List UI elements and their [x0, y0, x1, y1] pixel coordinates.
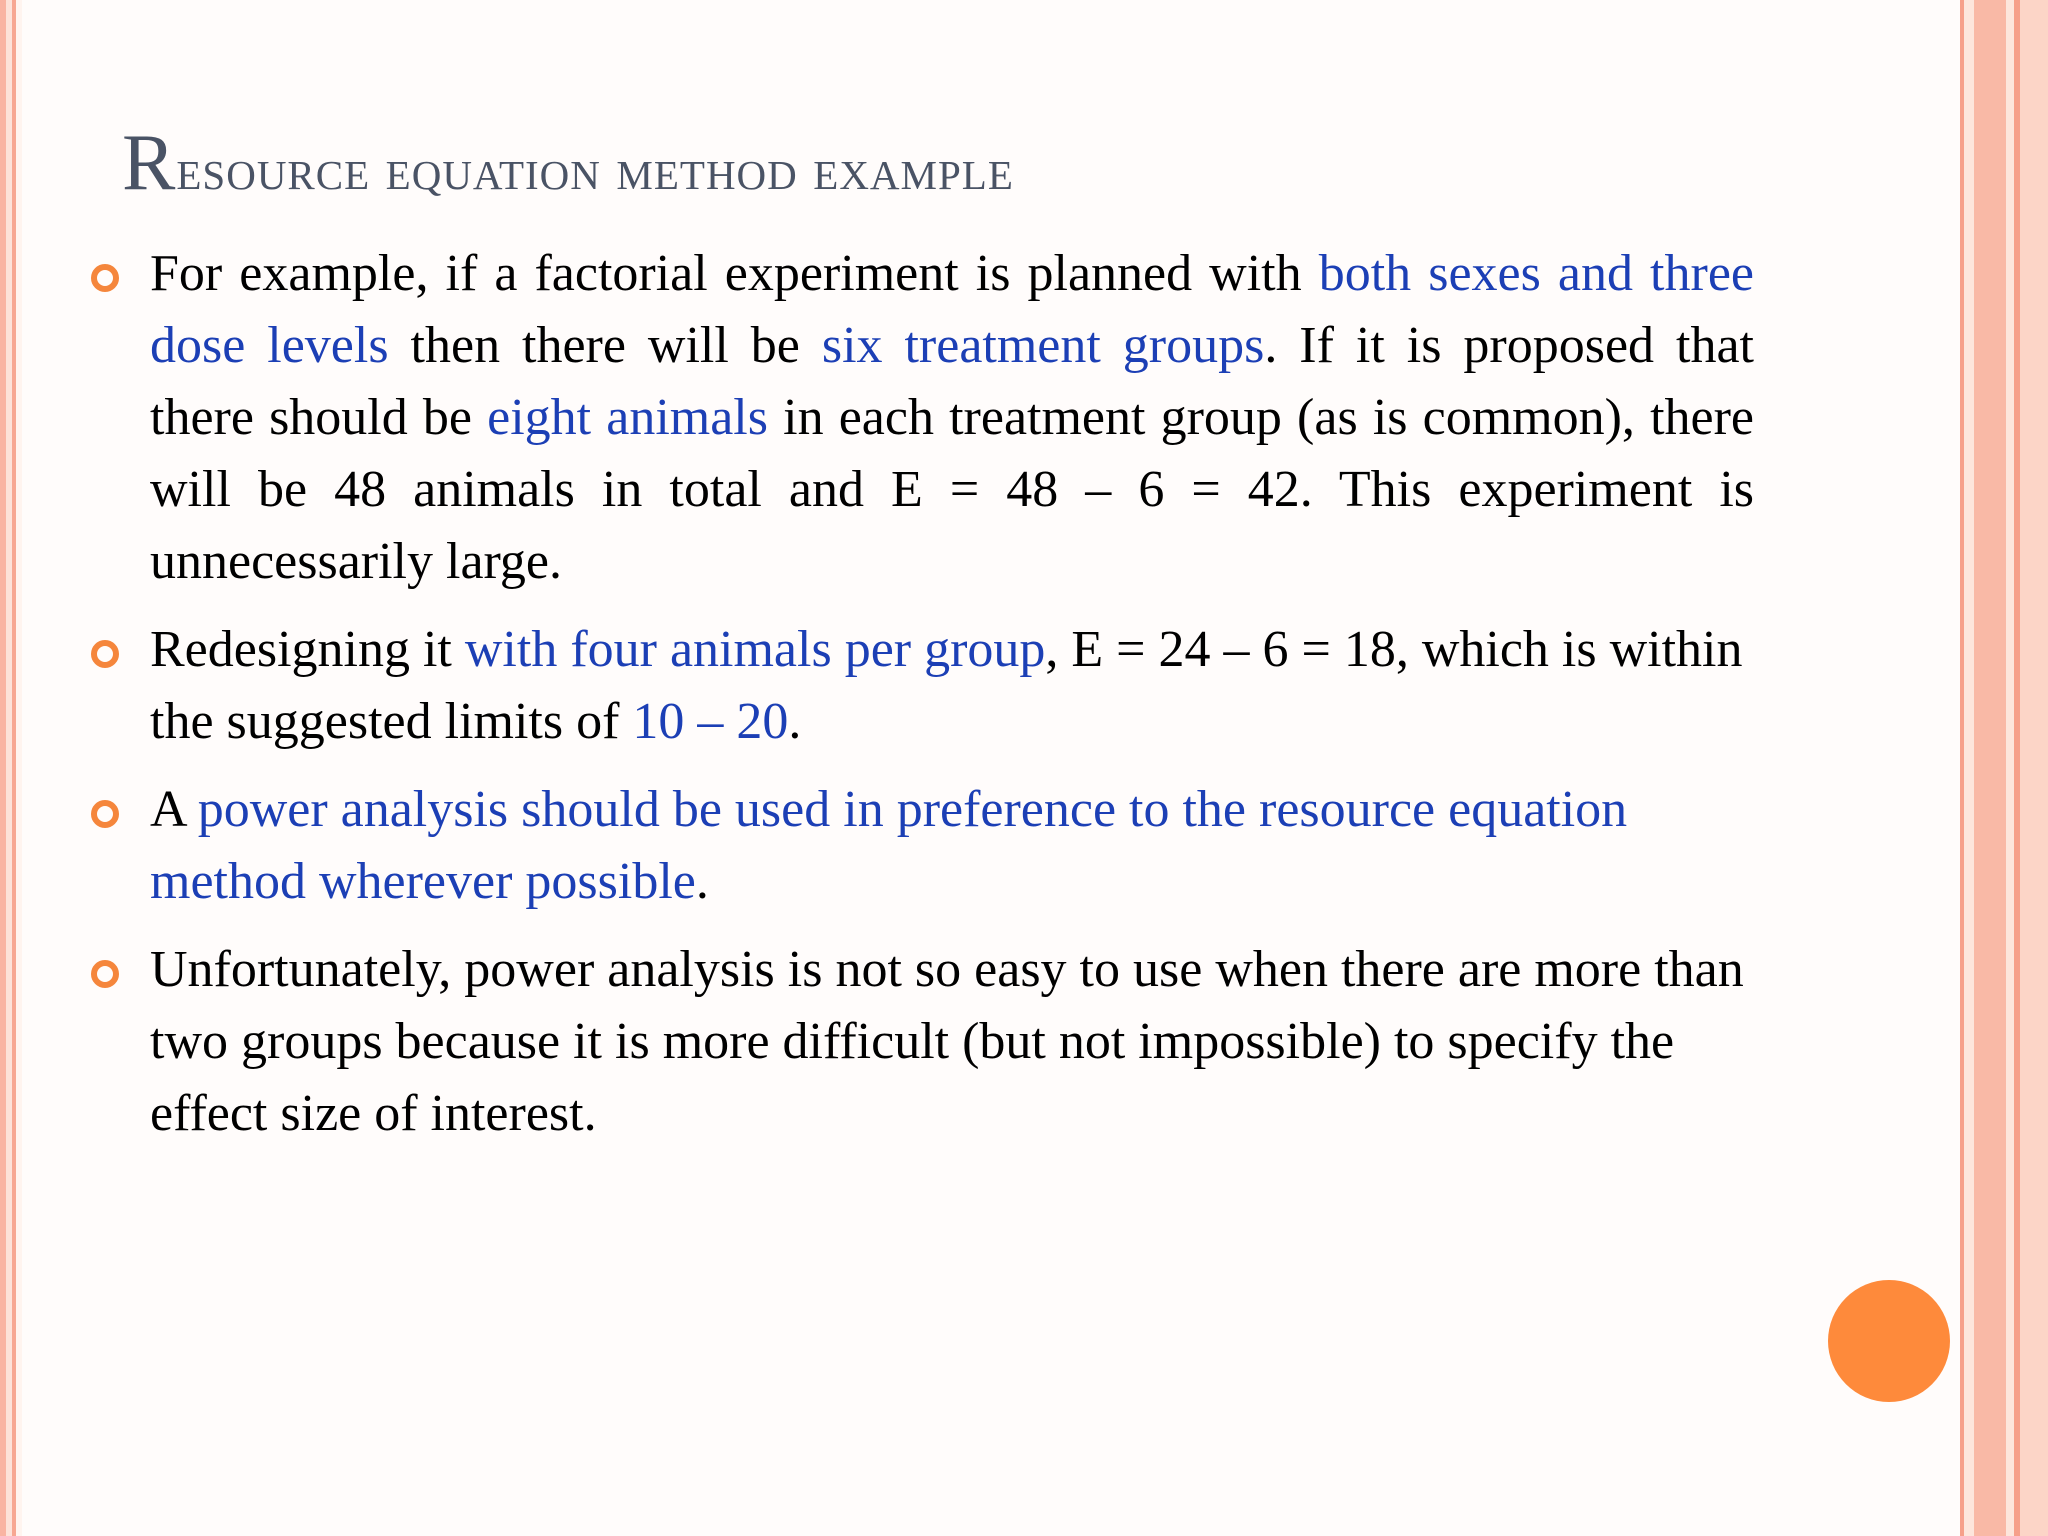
bullet-item	[150, 934, 1754, 1150]
hollow-circle-bullet-icon	[91, 264, 119, 292]
title-first-letter: R	[122, 119, 177, 207]
bullet-text: Unfortunately, power analysis is not so easy to use when there are more than two groups because it is more difficult (but not impossible) to specify the effect size of interest.	[150, 941, 1744, 1142]
bullet-text: . If it is proposed that there should be	[150, 317, 1754, 446]
bullet-text: then there will be	[388, 317, 822, 374]
bullet-text: , E = 24 – 6 = 18, which is within the suggested limits of	[150, 621, 1743, 750]
bullet-text: .	[788, 693, 802, 750]
slide-title	[122, 118, 1014, 209]
hollow-circle-bullet-icon	[91, 800, 119, 828]
right-decorative-border	[1960, 0, 2048, 1536]
bullet-text: .	[695, 853, 709, 910]
bullet-list	[150, 238, 1754, 1166]
bullet-text: A	[150, 781, 198, 838]
bullet-item	[150, 238, 1754, 598]
title-rest: esource equation method example	[176, 137, 1014, 202]
left-decorative-border	[0, 0, 22, 1536]
orange-circle-decoration	[1828, 1280, 1950, 1402]
bullet-text: For example, if a factorial experiment is planned with	[150, 245, 1319, 302]
highlighted-text: with four animals per group	[464, 621, 1046, 678]
highlighted-text: six treatment groups	[821, 317, 1265, 374]
bullet-text: in each treatment group (as is common), there will be 48 animals in total and E = 48 – 6 = 42. This experiment is unnecessarily large.	[150, 389, 1755, 590]
bullet-item	[150, 774, 1754, 918]
highlighted-text: power analysis should be used in preference to the resource equation method wherever possible	[150, 781, 1628, 910]
highlighted-text: both sexes and three dose levels	[150, 245, 1754, 374]
highlighted-text: eight animals	[487, 389, 768, 446]
bullet-text: Redesigning it	[150, 621, 465, 678]
highlighted-text: 10 – 20	[632, 693, 789, 750]
hollow-circle-bullet-icon	[91, 960, 119, 988]
bullet-item	[150, 614, 1754, 758]
hollow-circle-bullet-icon	[91, 640, 119, 668]
